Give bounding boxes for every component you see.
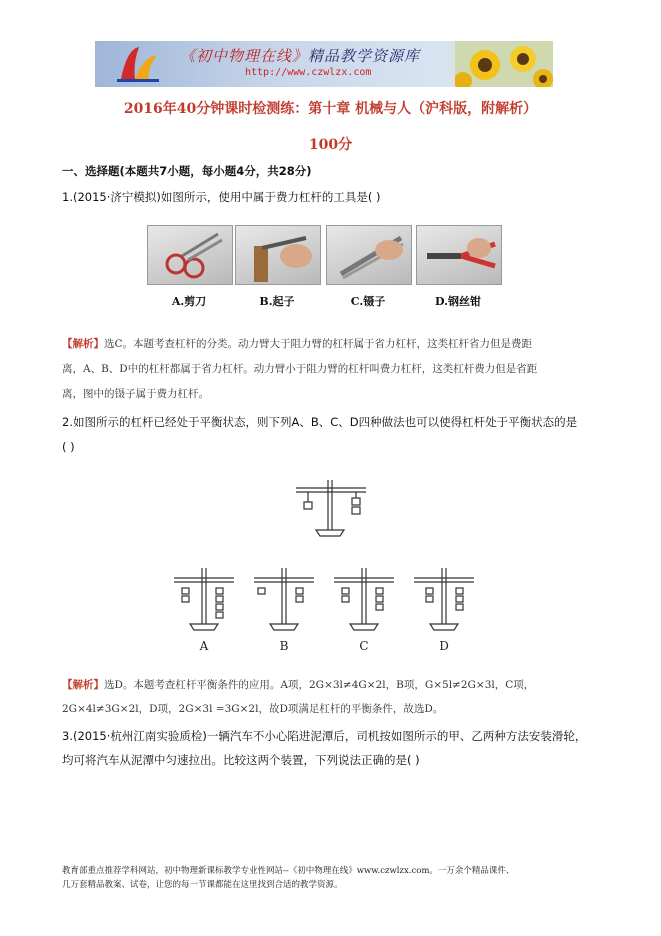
- analysis-tag: 【解析】: [62, 338, 104, 350]
- option-a-label: A.剪刀: [171, 295, 207, 308]
- option-b-label: B.起子: [259, 295, 295, 308]
- page-title: 2016年40分钟课时检测练：第十章 机械与人（沪科版，附解析）: [123, 101, 538, 117]
- lever-option-b: [254, 568, 314, 630]
- lever-label-c: C: [359, 639, 369, 653]
- q1-analysis-line-3: 离，图中的镊子属于费力杠杆。: [62, 388, 209, 400]
- banner-url[interactable]: http://www.czwlzx.com: [245, 67, 372, 78]
- q1-analysis-text-1: 选C。本题考查杠杆的分类。动力臂大于阻力臂的杠杆属于省力杠杆，这类杠杆省力但是费距: [104, 338, 533, 350]
- question-3-stem-line-1: 3.(2015·杭州江南实验质检)一辆汽车不小心陷进泥潭后，司机按如图所示的甲、乙两种方法安装滑轮，: [62, 729, 587, 743]
- page-footer: [62, 864, 622, 892]
- lever-option-d: [414, 568, 474, 630]
- sunflower-image: [455, 41, 553, 87]
- section-header: 一、选择题(本题共7小题，每小题4分，共28分): [62, 164, 312, 178]
- q2-analysis-line-2: 2G×4l≠3G×2l，D项，2G×3l =3G×2l，故D项满足杠杆的平衡条件，故选D。: [62, 703, 444, 715]
- banner-title: [180, 45, 420, 66]
- question-1-stem: 1.(2015·济宁模拟)如图所示，使用中属于费力杠杆的工具是( ): [62, 190, 381, 204]
- bottle-opener-photo: [235, 225, 321, 285]
- question-2-stem-line-1: 2.如图所示的杠杆已经处于平衡状态，则下列A、B、C、D四种做法也可以使得杠杆处于平衡状态的是: [62, 415, 578, 429]
- lever-option-c: [334, 568, 394, 630]
- tweezers-photo: [326, 225, 412, 285]
- site-logo: [113, 43, 163, 85]
- question-3-stem-line-2: 均可将汽车从泥潭中匀速拉出。比较这两个装置，下列说法正确的是( ): [62, 753, 420, 767]
- banner-title-site: 《初中物理在线》: [180, 47, 309, 65]
- lever-label-b: B: [279, 639, 289, 653]
- lever-option-a: [174, 568, 234, 630]
- scissors-photo: [147, 225, 233, 285]
- option-d-label: D.钢丝钳: [435, 295, 481, 308]
- q2-analysis-line-1: [62, 678, 534, 692]
- pliers-photo: [416, 225, 502, 285]
- q1-analysis-line-2: 离，A、B、D中的杠杆都属于省力杠杆。动力臂小于阻力臂的杠杆叫费力杠杆，这类杠杆费力但是省距: [62, 363, 538, 375]
- banner-title-tagline: 精品教学资源库: [308, 47, 421, 65]
- original-lever: [296, 480, 366, 536]
- q1-analysis-line-1: [62, 337, 532, 351]
- lever-diagrams: [170, 472, 490, 656]
- analysis-tag-2: 【解析】: [62, 679, 104, 691]
- q2-analysis-text-1: 选D。本题考查杠杆平衡条件的应用。A项，2G×3l≠4G×2l，B项，G×5l≠2G×3l，C项，: [104, 679, 535, 691]
- question-2-stem-line-2: ( ): [62, 440, 75, 454]
- site-banner: [95, 41, 553, 87]
- total-score: 100分: [308, 137, 353, 153]
- footer-line-1: 教育部重点推荐学科网站，初中物理新课标教学专业性网站--《初中物理在线》www.czwlzx.com。一万余个精品课件、: [62, 866, 515, 876]
- lever-label-d: D: [439, 639, 449, 653]
- lever-label-a: A: [199, 639, 209, 653]
- option-c-label: C.镊子: [350, 295, 386, 308]
- footer-line-2: 几万套精品教案、试卷，让您的每一节课都能在这里找到合适的教学资源。: [62, 880, 343, 890]
